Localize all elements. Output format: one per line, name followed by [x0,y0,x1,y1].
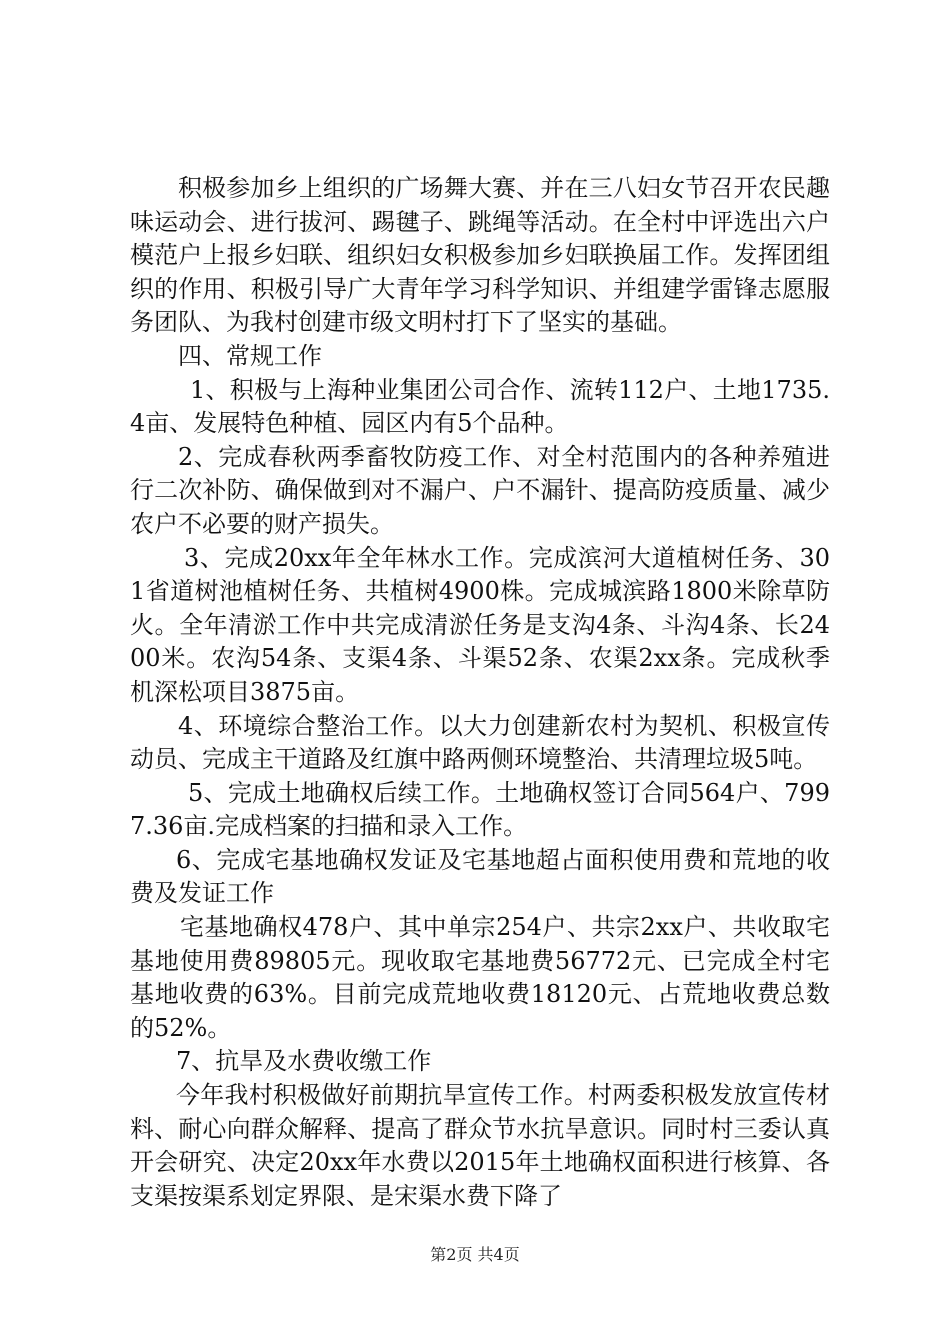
paragraph-item-3-forestry-water: 3、完成20xx年全年林水工作。完成滨河大道植树任务、301省道树池植树任务、共植树4900株。完成城滨路1800米除草防火。全年清淤工作中共完成清淤任务是支沟4条、斗沟4条、长2400米。农沟54条、支渠4条、斗渠52条、农渠2xx条。完成秋季机深松项目3875亩。 [130,543,830,706]
paragraph-item-5-land-rights: 5、完成土地确权后续工作。土地确权签订合同564户、7997.36亩.完成档案的扫描和录入工作。 [130,778,830,841]
paragraph-item-6-homestead: 6、完成宅基地确权发证及宅基地超占面积使用费和荒地的收费及发证工作 [130,845,830,908]
section-heading-drought-water-fees: 7、抗旱及水费收缴工作 [176,1047,432,1076]
document-body [130,172,830,1213]
paragraph-item-1-cooperation: 1、积极与上海种业集团公司合作、流转112户、土地1735.4亩、发展特色种植、园区内有5个品种。 [130,375,830,438]
paragraph-homestead-fees: 宅基地确权478户、其中单宗254户、共宗2xx户、共收取宅基地使用费89805元。现收取宅基地费56772元、已完成全村宅基地收费的63%。目前完成荒地收费18120元、占荒地收费总数的52%。 [130,913,830,1042]
paragraph-women-activities: 积极参加乡上组织的广场舞大赛、并在三八妇女节召开农民趣味运动会、进行拔河、踢毽子、跳绳等活动。在全村中评选出六户模范户上报乡妇联、组织妇女积极参加乡妇联换届工作。发挥团组织的作用、积极引导广大青年学习科学知识、并组建学雷锋志愿服务团队、为我村创建市级文明村打下了坚实的基础。 [130,174,830,337]
page-footer: 第2页 共4页 [430,1245,520,1264]
paragraph-item-2-epidemic-prevention: 2、完成春秋两季畜牧防疫工作、对全村范围内的各种养殖进行二次补防、确保做到对不漏户、户不漏针、提高防疫质量、减少农户不必要的财产损失。 [130,442,830,538]
paragraph-item-4-environment: 4、环境综合整治工作。以大力创建新农村为契机、积极宣传动员、完成主干道路及红旗中路两侧环境整治、共清理垃圾5吨。 [130,711,830,774]
paragraph-drought-publicity: 今年我村积极做好前期抗旱宣传工作。村两委积极发放宣传材料、耐心向群众解释、提高了群众节水抗旱意识。同时村三委认真开会研究、决定20xx年水费以2015年土地确权面积进行核算、各支渠按渠系划定界限、是宋渠水费下降了 [130,1081,830,1210]
section-heading-routine-work: 四、常规工作 [178,341,322,370]
